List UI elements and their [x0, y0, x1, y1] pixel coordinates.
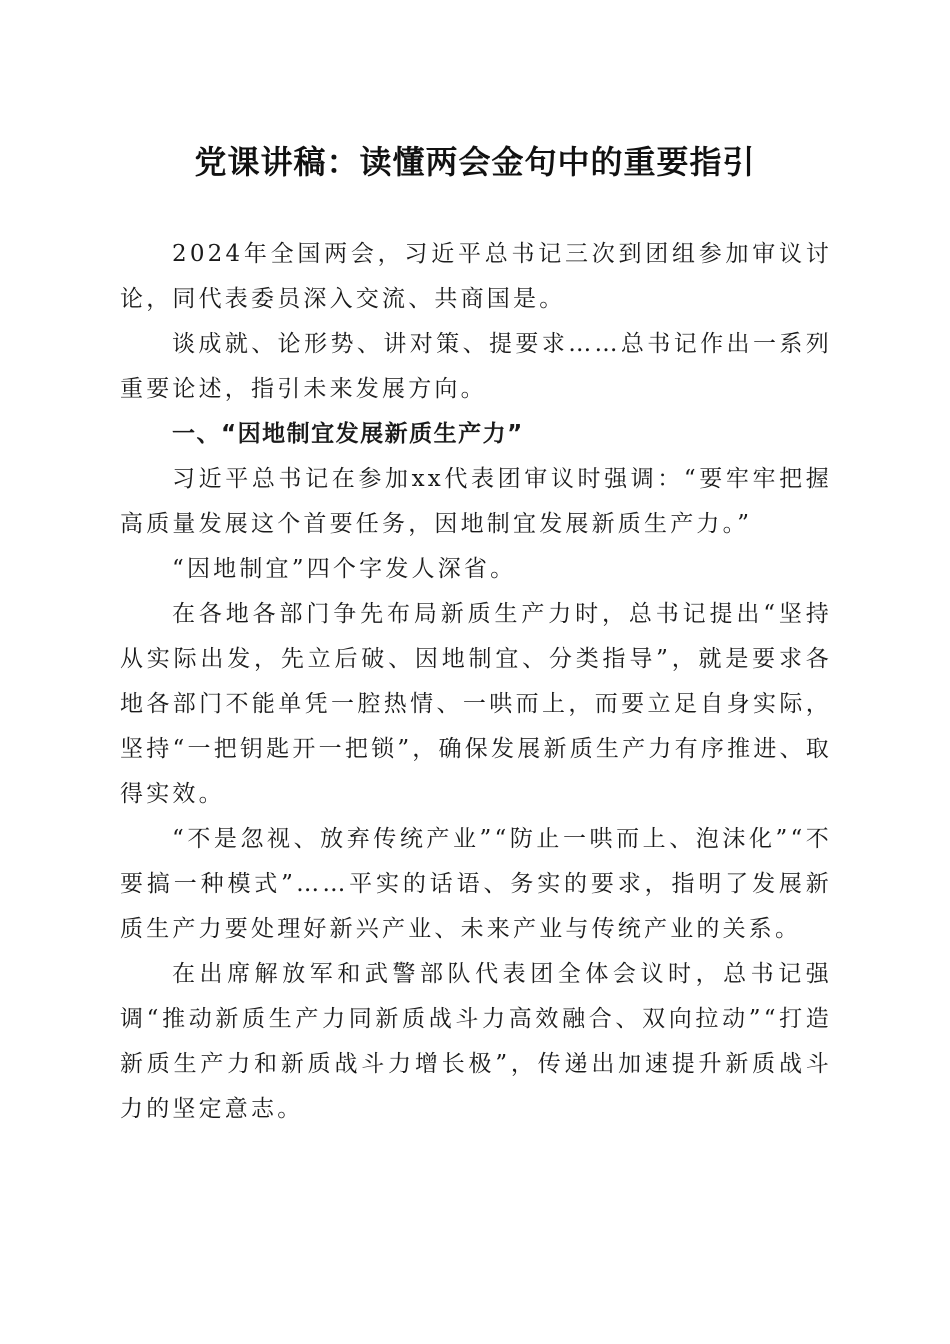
paragraph: 在各地各部门争先布局新质生产力时，总书记提出“坚持从实际出发，先立后破、因地制宜、分类指导”，就是要求各地各部门不能单凭一腔热情、一哄而上，而要立足自身实际，坚持“一把钥匙开一把锁”，确保发展新质生产力有序推进、取得实效。 — [120, 601, 832, 807]
paragraph: 在出席解放军和武警部队代表团全体会议时，总书记强调“推动新质生产力同新质战斗力高效融合、双向拉动”“打造新质生产力和新质战斗力增长极”，传递出加速提升新质战斗力的坚定意志。 — [120, 961, 832, 1122]
paragraph: “因地制宜”四个字发人深省。 — [172, 556, 517, 582]
paragraph: 2024年全国两会，习近平总书记三次到团组参加审议讨论，同代表委员深入交流、共商国是。 — [120, 241, 832, 312]
document-body — [120, 232, 832, 1132]
paragraph: 谈成就、论形势、讲对策、提要求……总书记作出一系列重要论述，指引未来发展方向。 — [120, 331, 832, 402]
section-heading: 一、“因地制宜发展新质生产力” — [172, 421, 524, 447]
document-title: 党课讲稿：读懂两会金句中的重要指引 — [194, 143, 756, 181]
paragraph: 习近平总书记在参加xx代表团审议时强调：“要牢牢把握高质量发展这个首要任务，因地制宜发展新质生产力。” — [120, 466, 832, 537]
paragraph: “不是忽视、放弃传统产业”“防止一哄而上、泡沫化”“不要搞一种模式”……平实的话语、务实的要求，指明了发展新质生产力要处理好新兴产业、未来产业与传统产业的关系。 — [120, 826, 832, 942]
